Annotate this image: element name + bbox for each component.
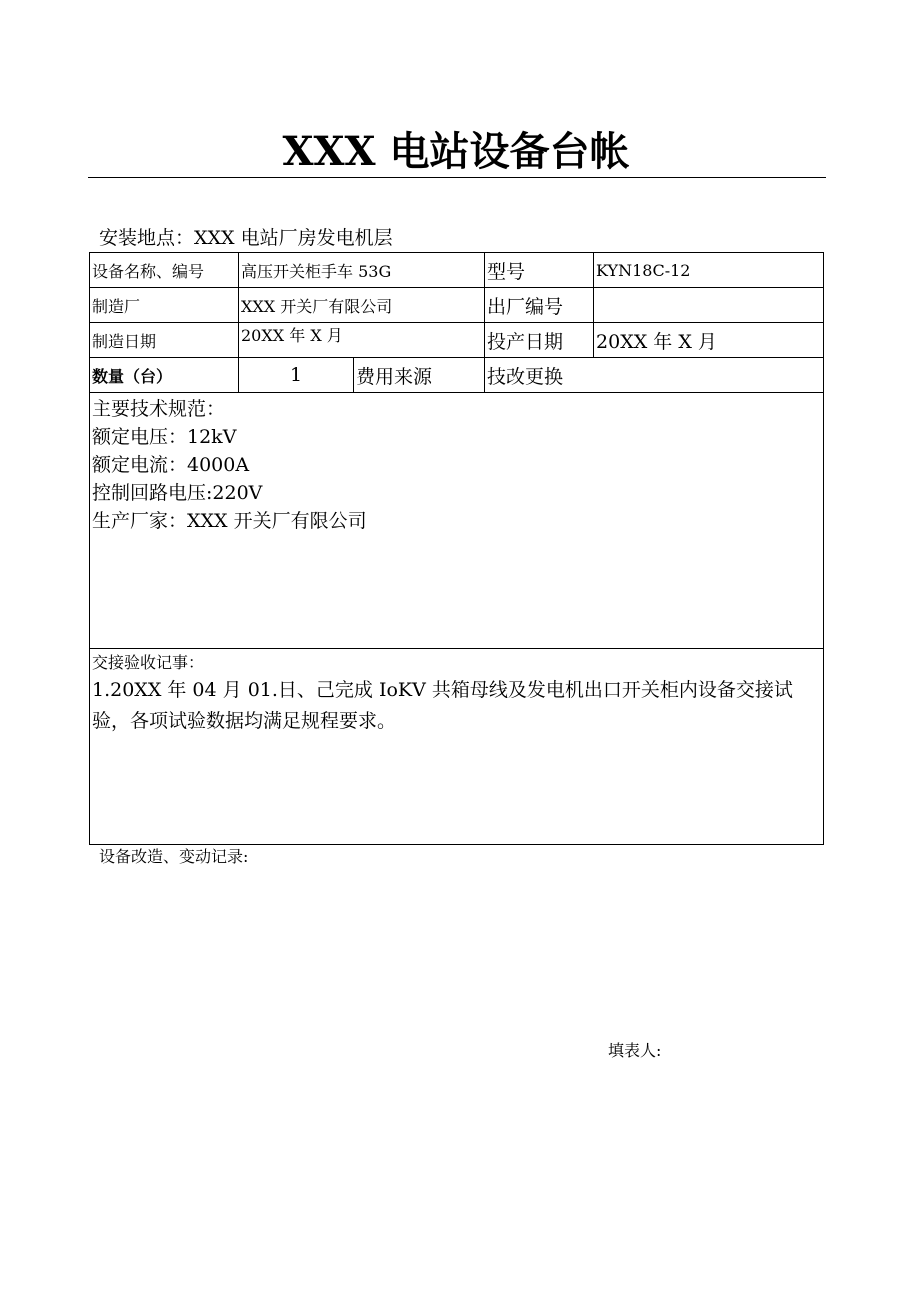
install-location: 安装地点：XXX 电站厂房发电机层 [99, 227, 393, 249]
acceptance-notes-body: 1.20XX 年 04 月 01.日、己完成 IoKV 共箱母线及发电机出口开关柜内设备交接试验，各项试验数据均满足规程要求。 [92, 679, 793, 732]
spec-line: 额定电流：4000A [92, 454, 250, 476]
spec-line: 控制回路电压:220V [92, 482, 263, 504]
manufacture-date-value: 20XX 年 X 月 [239, 323, 485, 358]
quantity-value: 1 [239, 358, 354, 393]
page-title: XXX 电站设备台帐 [282, 128, 630, 175]
model-label: 型号 [485, 253, 594, 288]
commission-date-value: 20XX 年 X 月 [594, 323, 824, 358]
commission-date-label: 投产日期 [485, 323, 594, 358]
spec-line: 生产厂家：XXX 开关厂有限公司 [92, 510, 367, 532]
manufacturer-label: 制造厂 [90, 288, 239, 323]
equipment-name-label: 设备名称、编号 [90, 253, 239, 288]
manufacturer-value: XXX 开关厂有限公司 [239, 288, 485, 323]
table-row [90, 288, 824, 323]
table-row [90, 323, 824, 358]
technical-specs-cell [90, 393, 824, 649]
spec-line: 额定电压：12kV [92, 426, 237, 448]
technical-specs-heading: 主要技术规范： [92, 398, 226, 420]
equipment-name-value: 高压开关柜手车 53G [239, 253, 485, 288]
manufacture-date-label: 制造日期 [90, 323, 239, 358]
table-row [90, 253, 824, 288]
title-underline [88, 177, 826, 178]
model-value: KYN18C-12 [594, 253, 824, 288]
modification-record-label: 设备改造、变动记录: [99, 847, 249, 866]
factory-serial-value [594, 288, 824, 323]
funding-source-label: 费用来源 [354, 358, 485, 393]
table-row [90, 358, 824, 393]
factory-serial-label: 出厂编号 [485, 288, 594, 323]
equipment-ledger-table [89, 252, 824, 845]
table-row [90, 649, 824, 845]
acceptance-notes-cell [90, 649, 824, 845]
form-filler-label: 填表人: [608, 1041, 662, 1060]
acceptance-notes-heading: 交接验收记事： [92, 653, 205, 672]
funding-source-value: 技改更换 [485, 358, 824, 393]
quantity-label: 数量（台） [90, 358, 239, 393]
table-row [90, 393, 824, 649]
